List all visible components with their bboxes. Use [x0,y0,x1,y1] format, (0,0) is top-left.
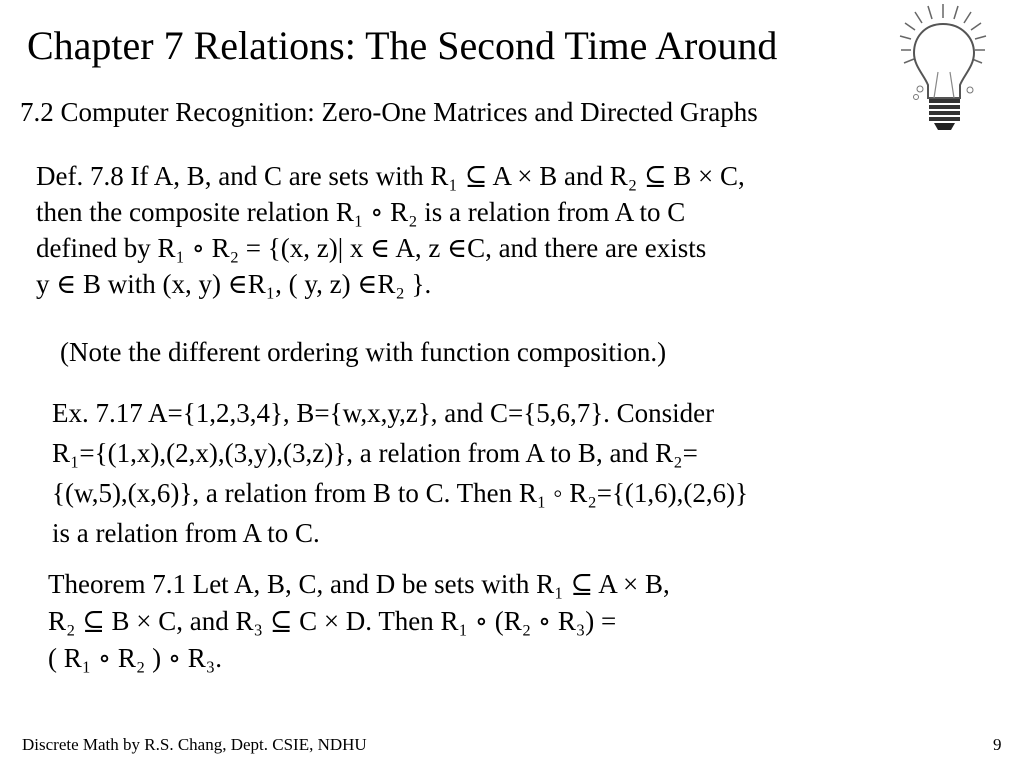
page-number: 9 [993,735,1002,754]
definition-line: y ∈ B with (x, y) ∈R₁, ( y, z) ∈R₂ }. [36,269,432,299]
theorem-line: ( R₁ ∘ R₂ ) ∘ R₃. [48,643,222,673]
example-block [52,393,748,553]
example-line: R₁={(1,x),(2,x),(3,y),(3,z)}, a relation from A to B, and R₂= [52,438,698,468]
slide-title: Chapter 7 Relations: The Second Time Around [27,23,778,68]
theorem-block [48,566,670,677]
example-line: is a relation from A to C. [52,518,320,548]
definition-line: defined by R₁ ∘ R₂ = {(x, z)| x ∈ A, z ∈C, and there are exists [36,233,707,263]
definition-line: then the composite relation R₁ ∘ R₂ is a relation from A to C [36,197,686,227]
slide-subtitle: 7.2 Computer Recognition: Zero-One Matrices and Directed Graphs [20,97,758,127]
lightbulb-icon [898,2,990,132]
definition-line: Def. 7.8 If A, B, and C are sets with R₁ ⊆ A × B and R₂ ⊆ B × C, [36,161,745,191]
definition-block [36,158,745,302]
example-line: Ex. 7.17 A={1,2,3,4}, B={w,x,y,z}, and C={5,6,7}. Consider [52,398,715,428]
theorem-line: R₂ ⊆ B × C, and R₃ ⊆ C × D. Then R₁ ∘ (R₂ ∘ R₃) = [48,606,617,636]
footer-text: Discrete Math by R.S. Chang, Dept. CSIE, NDHU [22,735,367,754]
example-line: {(w,5),(x,6)}, a relation from B to C. Then R₁ ◦ R₂={(1,6),(2,6)} [52,478,749,508]
theorem-line: Theorem 7.1 Let A, B, C, and D be sets with R₁ ⊆ A × B, [48,569,670,599]
note-text: (Note the different ordering with function composition.) [60,337,667,367]
